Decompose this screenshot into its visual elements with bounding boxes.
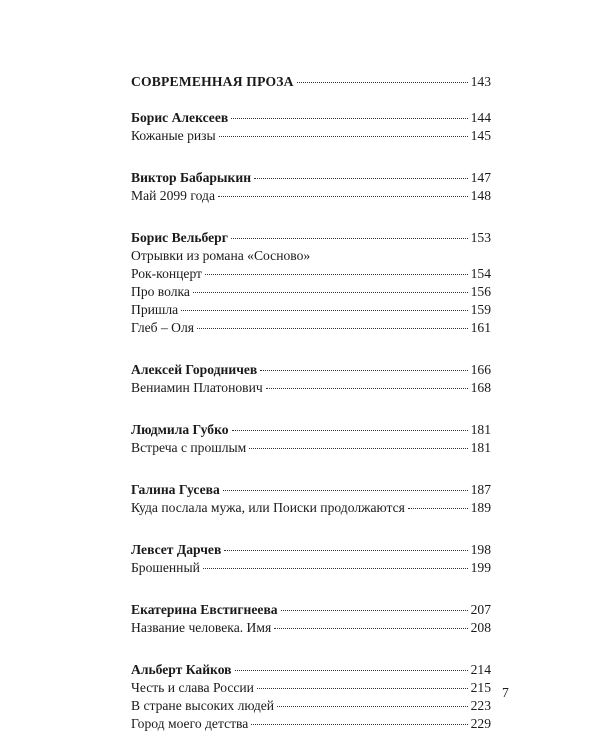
toc-author-entry — [131, 601, 491, 619]
toc-work-entry — [131, 619, 491, 637]
toc-entry-page: 208 — [470, 620, 491, 635]
toc-author-entry — [131, 169, 491, 187]
toc-entry-page: 154 — [470, 266, 491, 281]
toc-entry-page: 161 — [470, 320, 491, 335]
toc-entry-title: Брошенный — [131, 560, 200, 575]
dot-leader — [224, 550, 467, 551]
toc-work-entry — [131, 559, 491, 577]
dot-leader — [231, 118, 467, 119]
toc-entry-title: Людмила Губко — [131, 422, 229, 437]
toc-entry-page: 223 — [470, 698, 491, 713]
toc-entry-title: Кожаные ризы — [131, 128, 216, 143]
dot-leader — [254, 178, 468, 179]
dot-leader — [181, 310, 467, 311]
toc-entry-title: Виктор Бабарыкин — [131, 170, 252, 185]
toc-work-entry — [131, 379, 491, 397]
toc-entry-page: 187 — [470, 482, 491, 497]
toc-entry-title: Алексей Городничев — [131, 362, 258, 377]
toc-entry-page: 153 — [470, 230, 491, 245]
toc-entry-page: 166 — [470, 362, 491, 377]
dot-leader — [257, 688, 468, 689]
toc-work-entry — [131, 301, 491, 319]
dot-leader — [297, 82, 468, 83]
dot-leader — [251, 724, 467, 725]
toc-entry-title: Рок-концерт — [131, 266, 203, 281]
toc-work-entry — [131, 127, 491, 145]
toc-entry-title: Встреча с прошлым — [131, 440, 247, 455]
toc-entry-title: Отрывки из романа «Сосново» — [131, 248, 311, 263]
toc-work-entry — [131, 697, 491, 715]
toc-entry-title: Борис Вельберг — [131, 230, 228, 245]
dot-leader — [266, 388, 468, 389]
dot-leader — [205, 274, 468, 275]
toc-entry-page: 215 — [470, 680, 491, 695]
toc-entry-title: Куда послала мужа, или Поиски продолжаются — [131, 500, 405, 515]
toc-entry-title: Честь и слава России — [131, 680, 254, 695]
toc-work-entry — [131, 247, 491, 265]
toc-entry-page: 189 — [470, 500, 491, 515]
dot-leader — [260, 370, 467, 371]
toc-entry-page: 147 — [470, 170, 491, 185]
toc-entry-title: В стране высоких людей — [131, 698, 275, 713]
dot-leader — [193, 292, 468, 293]
toc-entry-page: 156 — [470, 284, 491, 299]
group-spacer — [131, 337, 491, 361]
toc-entry-title: Борис Алексеев — [131, 110, 229, 125]
group-spacer — [131, 577, 491, 601]
toc-section-heading — [131, 73, 491, 91]
group-spacer — [131, 91, 491, 109]
toc-author-entry — [131, 541, 491, 559]
toc-entry-page: 145 — [470, 128, 491, 143]
toc-author-entry — [131, 229, 491, 247]
toc-entry-page: 214 — [470, 662, 491, 677]
dot-leader — [408, 508, 468, 509]
toc-work-entry — [131, 283, 491, 301]
toc-work-entry — [131, 439, 491, 457]
toc-entry-title: Екатерина Евстигнеева — [131, 602, 278, 617]
toc-work-entry — [131, 715, 491, 733]
dot-leader — [274, 628, 467, 629]
table-of-contents — [131, 73, 491, 733]
dot-leader — [249, 448, 467, 449]
toc-author-entry — [131, 421, 491, 439]
page-number: 7 — [502, 685, 509, 700]
toc-entry-page: 181 — [470, 422, 491, 437]
group-spacer — [131, 457, 491, 481]
toc-entry-title: Май 2099 года — [131, 188, 215, 203]
toc-author-entry — [131, 661, 491, 679]
toc-entry-title: Галина Гусева — [131, 482, 220, 497]
toc-author-entry — [131, 361, 491, 379]
dot-leader — [281, 610, 468, 611]
toc-entry-page: 148 — [470, 188, 491, 203]
dot-leader — [235, 670, 468, 671]
dot-leader — [232, 430, 468, 431]
group-spacer — [131, 205, 491, 229]
group-spacer — [131, 517, 491, 541]
dot-leader — [197, 328, 468, 329]
toc-entry-title: Название человека. Имя — [131, 620, 272, 635]
dot-leader — [223, 490, 468, 491]
toc-work-entry — [131, 319, 491, 337]
toc-entry-page: 198 — [470, 542, 491, 557]
toc-work-entry — [131, 679, 491, 697]
toc-entry-title: Пришла — [131, 302, 179, 317]
group-spacer — [131, 145, 491, 169]
dot-leader — [218, 196, 468, 197]
dot-leader — [203, 568, 468, 569]
toc-entry-page: 159 — [470, 302, 491, 317]
toc-entry-page: 229 — [470, 716, 491, 731]
toc-entry-page: 143 — [470, 74, 491, 89]
toc-work-entry — [131, 265, 491, 283]
toc-entry-title: Глеб – Оля — [131, 320, 195, 335]
toc-author-entry — [131, 109, 491, 127]
toc-entry-page: 181 — [470, 440, 491, 455]
toc-entry-title: Альберт Кайков — [131, 662, 232, 677]
toc-entry-page: 199 — [470, 560, 491, 575]
toc-entry-title: Про волка — [131, 284, 190, 299]
dot-leader — [219, 136, 468, 137]
toc-entry-page: 168 — [470, 380, 491, 395]
toc-author-entry — [131, 481, 491, 499]
toc-work-entry — [131, 187, 491, 205]
toc-entry-page: 207 — [470, 602, 491, 617]
toc-work-entry — [131, 499, 491, 517]
toc-entry-title: Вениамин Платонович — [131, 380, 263, 395]
toc-entry-title: СОВРЕМЕННАЯ ПРОЗА — [131, 74, 294, 89]
group-spacer — [131, 397, 491, 421]
dot-leader — [277, 706, 468, 707]
dot-leader — [231, 238, 468, 239]
toc-entry-title: Левсет Дарчев — [131, 542, 222, 557]
toc-entry-title: Город моего детства — [131, 716, 249, 731]
group-spacer — [131, 637, 491, 661]
toc-entry-page: 144 — [470, 110, 491, 125]
